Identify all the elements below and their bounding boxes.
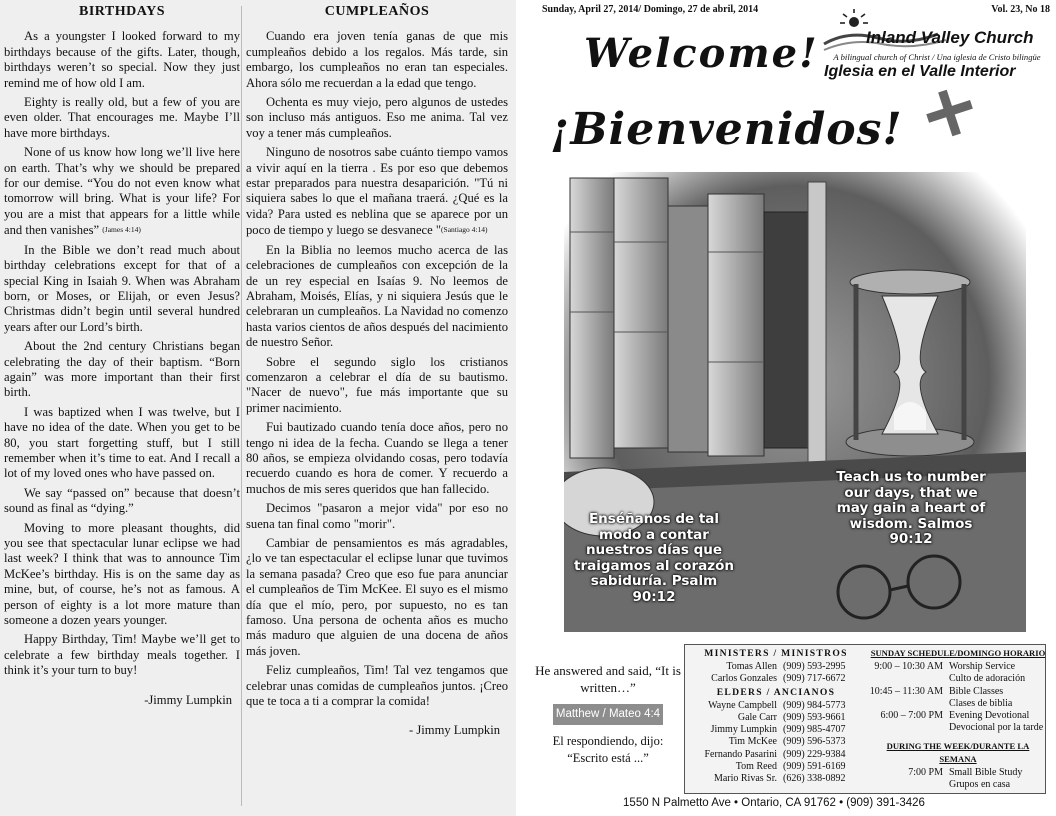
- article-paragraph: En la Biblia no leemos mucho acerca de las celebraciones de cumpleaños con excepción de la de un rey especial en Isaías 9. No leemos de Abraham, Moisés, Elías, y ni siquiera Jesús que le celebraran un cumpleaños. La Navidad no comenzo hasta varios cientos de años después del nacimiento de nuestro Señor.: [246, 242, 508, 350]
- elder-row: [687, 712, 865, 724]
- issue-volume: Vol. 23, No 18: [991, 4, 1050, 15]
- article-paragraph: [246, 145, 508, 238]
- article-paragraph: Sobre el segundo siglo los cristianos comenzaron a celebrar el día de su bautismo. "Nacer de nuevo", fue más importante que su primer nacimiento.: [246, 354, 508, 415]
- elder-row: [687, 761, 865, 773]
- elder-phone: (909) 985-4707: [783, 724, 846, 736]
- schedule-row: [869, 779, 1047, 791]
- article-paragraph: We say “passed on” because that doesn’t sound as final as “dying.”: [4, 485, 240, 516]
- schedule-section: [869, 647, 1047, 791]
- birthdays-title: BIRTHDAYS: [79, 4, 165, 19]
- schedule-event-spanish: Devocional por la tarde: [949, 722, 1044, 734]
- hourglass-books-photo: [564, 172, 1056, 632]
- schedule-row: [869, 767, 1047, 779]
- minister-row: [687, 661, 865, 673]
- elder-name: Jimmy Lumpkin: [710, 724, 777, 736]
- schedule-event-spanish: Grupos en casa: [949, 779, 1011, 791]
- author-signature: - Jimmy Lumpkin: [409, 723, 500, 738]
- schedule-row: [869, 722, 1047, 734]
- church-info-box: [684, 644, 1046, 794]
- schedule-event: Small Bible Study: [949, 766, 1023, 778]
- minister-name: Tomas Allen: [726, 661, 777, 673]
- bienvenidos-heading: ¡Bienvenidos!: [550, 104, 903, 155]
- sunday-schedule-heading: SUNDAY SCHEDULE/DOMINGO HORARIO: [870, 648, 1046, 658]
- birthday-article-panel: [0, 0, 516, 816]
- column-divider: [241, 6, 242, 806]
- elder-phone: (909) 591-6169: [783, 760, 846, 772]
- scripture-spanish: El respondiendo, dijo: “Escrito está ...”: [552, 734, 664, 765]
- weekly-schedule-heading: DURING THE WEEK/DURANTE LA SEMANA: [886, 741, 1030, 764]
- elder-phone: (909) 229-9384: [783, 748, 846, 760]
- scripture-reference-badge: Matthew / Mateo 4:4: [553, 704, 663, 725]
- psalm-caption-english: Teach us to number our days, that we may gain a heart of wisdom. Salmos 90:12: [836, 469, 986, 547]
- article-paragraph: Ochenta es muy viejo, pero algunos de ustedes son incluso más antiguos. Eso me anima. Tal vez voy a tener más cumpleaños.: [246, 95, 508, 140]
- church-logo: [818, 4, 1054, 144]
- schedule-time: 7:00 PM: [908, 766, 943, 778]
- elder-phone: (626) 338-0892: [783, 773, 846, 785]
- article-text: None of us know how long we’ll live here on earth. That’s why we should be prepared for our demise. “You do not even know what tomorrow will bring. What is your life? For you are a mist that appears for a little while and then vanishes”: [4, 145, 240, 238]
- article-paragraph: In the Bible we don’t read much about birthday celebrations except for that of a special King in Isaiah 9. When was Abraham born, or Moses, or Elijah, or even Jesus? Christmas didn’t begin until several hundred years after our Lord’s birth.: [4, 242, 240, 334]
- elder-name: Tim McKee: [728, 736, 777, 748]
- contacts-section: [687, 647, 865, 785]
- minister-row: [687, 673, 865, 685]
- minister-name: Carlos Gonzales: [711, 673, 777, 685]
- schedule-time: 6:00 – 7:00 PM: [880, 710, 943, 722]
- schedule-row: [869, 686, 1047, 698]
- schedule-event-spanish: Culto de adoración: [949, 673, 1026, 685]
- scripture-block: [532, 662, 684, 767]
- article-paragraph: Feliz cumpleaños, Tim! Tal vez tengamos que celebrar unas comidas de cumpleaños juntos. ¡Creo que te toca a ti a comprar la comida!: [246, 663, 508, 709]
- bulletin-cover-panel: [528, 0, 1056, 816]
- elder-name: Gale Carr: [737, 712, 777, 724]
- elder-phone: (909) 593-9661: [783, 712, 846, 724]
- article-paragraph: As a youngster I looked forward to my birthdays because of the gifts. Later, though, birthdays weren’t so special. Now they just remind me of how old I am.: [4, 29, 240, 90]
- schedule-time: 9:00 – 10:30 AM: [874, 661, 943, 673]
- elder-name: Fernando Pasarini: [704, 748, 777, 760]
- schedule-row: [869, 698, 1047, 710]
- schedule-time: 10:45 – 11:30 AM: [869, 685, 943, 697]
- psalm-caption-spanish: Enséñanos de tal modo a contar nuestros días que traigamos al corazón sabiduría. Psalm 90:12: [574, 511, 734, 605]
- elder-row: [687, 773, 865, 785]
- article-paragraph: Cuando era joven tenía ganas de que mis cumpleaños debido a los regalos. Más tarde, sin embargo, los cumpleaños no eran tan especiales. Ahora sólo me recuerdan a la edad que tengo.: [246, 29, 508, 90]
- article-paragraph: Cambiar de pensamientos es más agradables, ¿lo ve tan espectacular el eclipse lunar que tuvimos la semana pasada? Creo que eso fue para anunciar el cumpleaños de Tim McKee. El suyo es el mismo día que el mío, pero, por supuesto, no es tan famoso. Una persona de ochenta años es mucho más maduro que alguien de una docena de años más joven.: [246, 536, 508, 658]
- church-name: Inland Valley Church: [866, 28, 1034, 47]
- schedule-row: [869, 710, 1047, 722]
- elder-row: [687, 724, 865, 736]
- elder-name: Mario Rivas Sr.: [713, 773, 777, 785]
- birthdays-spanish-column: [246, 4, 508, 743]
- schedule-event-spanish: Clases de biblia: [949, 697, 1013, 709]
- schedule-event: Worship Service: [949, 661, 1016, 673]
- schedule-row: [869, 673, 1047, 685]
- scripture-reference: (James 4:14): [102, 225, 141, 235]
- article-paragraph: Eighty is really old, but a few of you are even older. That encourages me. Maybe I’ll have more birthdays.: [4, 95, 240, 140]
- elder-row: [687, 749, 865, 761]
- article-paragraph: Fui bautizado cuando tenía doce años, pero no tengo ni idea de la fecha. Cuando se llega a tener 80 años, se empieza olvidando cosas, pero todavía recuerdo cuando es hora de comer. Y recuerdo a muchos de mis seres queridos que han fallecido.: [246, 420, 508, 496]
- elder-row: [687, 700, 865, 712]
- church-name-spanish: Iglesia en el Valle Interior: [824, 63, 1016, 80]
- elders-heading: ELDERS / ANCIANOS: [716, 686, 836, 698]
- author-signature: -Jimmy Lumpkin: [144, 692, 232, 707]
- minister-phone: (909) 593-2995: [783, 661, 846, 673]
- article-paragraph: I was baptized when I was twelve, but I have no idea of the date. When you get to be 80, you start forgetting stuff, but I still remember when it’s time to eat. And I recall a lot of my loved ones who have passed on.: [4, 404, 240, 481]
- schedule-event: Evening Devotional: [949, 710, 1030, 722]
- schedule-event: Bible Classes: [949, 685, 1004, 697]
- elder-phone: (909) 596-5373: [783, 736, 846, 748]
- minister-phone: (909) 717-6672: [783, 673, 846, 685]
- article-paragraph: [4, 145, 240, 238]
- schedule-row: [869, 661, 1047, 673]
- cumpleanos-title: CUMPLEAÑOS: [324, 4, 430, 19]
- church-address: 1550 N Palmetto Ave • Ontario, CA 91762 • (909) 391-3426: [623, 797, 925, 809]
- article-paragraph: Decimos "pasaron a mejor vida" por eso no suena tan final como "morir".: [246, 501, 508, 531]
- article-paragraph: Moving to more pleasant thoughts, did you see that spectacular lunar eclipse we had last week? I think that was to announce Tim McKee’s birthday. His is on the same day as mine, but, of course, he’s not as famous. A person of eighty is a lot more mature than someone a dozen years younger.: [4, 520, 240, 628]
- issue-date: Sunday, April 27, 2014/ Domingo, 27 de abril, 2014: [542, 4, 759, 15]
- church-tagline: A bilingual church of Christ / Una iglesia de Cristo bilingüe: [833, 52, 1041, 62]
- elder-row: [687, 736, 865, 748]
- elder-name: Tom Reed: [735, 760, 777, 772]
- elder-phone: (909) 984-5773: [783, 699, 846, 711]
- birthdays-english-column: [4, 4, 240, 712]
- article-text: Ninguno de nosotros sabe cuánto tiempo vamos a vivir aquí en la tierra . Es por eso que debemos estar preparados para nuestra desaparición. "Tú ni siquiera sabes lo que el mañana traerá. ¿Qué es la vida? Para usted es neblina que se aparece por un poco de tiempo y luego se desvanece ": [246, 145, 508, 238]
- scripture-english: He answered and said, “It is written…”: [535, 663, 681, 695]
- scripture-reference: (Santiago 4:14): [441, 225, 488, 235]
- article-paragraph: Happy Birthday, Tim! Maybe we’ll get to celebrate a few birthday meals together. I think it’s your turn to buy!: [4, 632, 240, 678]
- welcome-heading: Welcome!: [584, 30, 819, 77]
- elder-name: Wayne Campbell: [708, 699, 777, 711]
- article-paragraph: About the 2nd century Christians began celebrating the day of their baptism. “Born again” was more important than their first birth.: [4, 339, 240, 400]
- ministers-heading: MINISTERS / MINISTROS: [704, 648, 848, 659]
